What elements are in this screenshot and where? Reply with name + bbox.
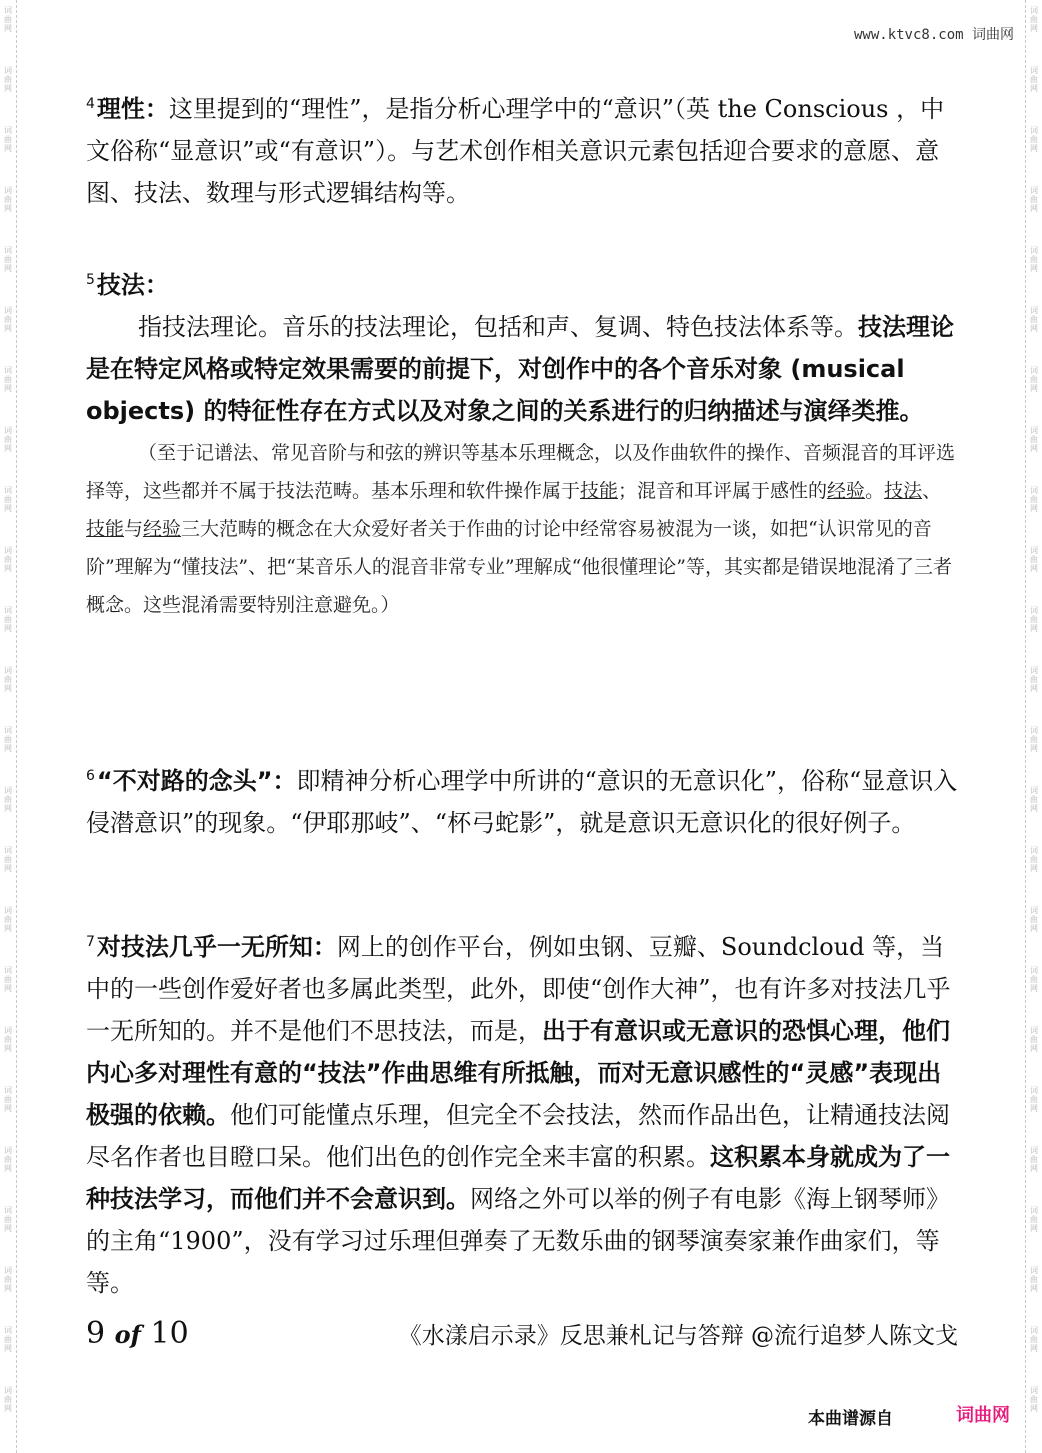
side-watermark-mark: 词 曲 网	[4, 1086, 12, 1113]
side-watermark-mark: 词 曲 网	[4, 1206, 12, 1233]
side-watermark-mark: 词 曲 网	[1030, 126, 1038, 153]
page-total: 10	[150, 1316, 189, 1351]
side-watermark-mark: 词 曲 网	[1030, 486, 1038, 513]
side-watermark-mark: 词 曲 网	[4, 366, 12, 393]
aside-underlined-skill: 技能	[86, 518, 125, 540]
side-watermark-mark: 词 曲 网	[1030, 1146, 1038, 1173]
note-7-text: 网上的创作平台，例如虫钢、豆瓣、Soundcloud 等，当中的一些创作爱好者也多属此类型，此外，即使“创作大神”，也有许多对技法几乎一无所知的。并不是他们不思技法，而是，	[86, 933, 951, 1045]
note-7-heading: 对技法几乎一无所知：	[96, 933, 337, 961]
note-5	[86, 264, 958, 624]
note-6-text: 即精神分析心理学中所讲的“意识的无意识化”，俗称“显意识入侵潜意识”的现象。“伊耶那岐”、“杯弓蛇影”，就是意识无意识化的很好例子。	[86, 767, 958, 837]
side-watermark-mark: 词 曲 网	[1030, 1386, 1038, 1413]
side-watermark-mark: 词 曲 网	[4, 1266, 12, 1293]
page-number	[86, 1316, 189, 1351]
side-watermark-mark: 词 曲 网	[4, 306, 12, 333]
note-6-heading: “不对路的念头”：	[96, 767, 297, 795]
side-watermark-mark: 词 曲 网	[4, 966, 12, 993]
note-6-paragraph	[86, 760, 958, 844]
side-watermark-mark: 词 曲 网	[4, 1326, 12, 1353]
note-5-lead-text: 指技法理论。音乐的技法理论，包括和声、复调、特色技法体系等。	[138, 313, 858, 341]
side-watermark-mark: 词 曲 网	[1030, 1026, 1038, 1053]
side-watermark-mark: 词 曲 网	[4, 1026, 12, 1053]
source-brand-logo[interactable]: 词曲网	[956, 1405, 1010, 1426]
side-watermark-mark: 词 曲 网	[1030, 1266, 1038, 1293]
side-watermark-mark: 词 曲 网	[4, 246, 12, 273]
side-watermark-mark: 词 曲 网	[4, 1146, 12, 1173]
side-watermark-mark: 词 曲 网	[4, 1386, 12, 1413]
note-5-bold-text: 技法理论是在特定风格或特定效果需要的前提下，对创作中的各个音乐对象 (musical objects) 的特征性存在方式以及对象之间的关系进行的归纳描述与演绎类推。	[86, 313, 954, 425]
side-watermark-mark: 词 曲 网	[4, 486, 12, 513]
note-5-definition	[86, 306, 958, 432]
page-footer	[86, 1316, 958, 1356]
note-5-heading-line	[86, 264, 958, 306]
side-watermark-mark: 词 曲 网	[4, 6, 12, 33]
aside-underlined-experience: 经验	[827, 480, 866, 502]
side-watermark-mark: 词 曲 网	[1030, 426, 1038, 453]
aside-text: （至于记谱法、常见音阶与和弦的辨识等基本乐理概念，以及作曲软件的操作、音频混音的耳评选择等，这些都并不属于技法范畴。基本乐理和软件操作属于	[86, 442, 956, 502]
note-4-heading: 理性：	[96, 95, 169, 123]
note-7-text: 他们可能懂点乐理，但完全不会技法，然而作品出色，让精通技法阅尽名作者也目瞪口呆。他们出色的创作完全来丰富的积累。	[86, 1101, 950, 1171]
note-4-paragraph	[86, 88, 958, 214]
note-7-number: 7	[86, 934, 95, 950]
aside-text: 、	[922, 480, 942, 502]
side-watermark-mark: 词 曲 网	[4, 426, 12, 453]
aside-text: 三大范畴的概念在大众爱好者关于作曲的讨论中经常容易被混为一谈，如把“认识常见的音阶”理解为“懂技法”、把“某音乐人的混音非常专业”理解成“他很懂理论”等，其实都是错误地混淆了三者概念。这些混淆需要特别注意避免。）	[86, 518, 952, 616]
note-4-number: 4	[86, 96, 95, 112]
side-watermark-mark: 词 曲 网	[4, 66, 12, 93]
side-watermark-mark: 词 曲 网	[1030, 906, 1038, 933]
note-7	[86, 926, 958, 1304]
side-watermark-mark: 词 曲 网	[1030, 666, 1038, 693]
left-watermark-strip	[0, 0, 17, 1453]
note-6	[86, 760, 958, 844]
note-5-aside	[86, 434, 958, 624]
side-watermark-mark: 词 曲 网	[4, 546, 12, 573]
side-watermark-mark: 词 曲 网	[1030, 846, 1038, 873]
side-watermark-mark: 词 曲 网	[4, 126, 12, 153]
side-watermark-mark: 词 曲 网	[4, 726, 12, 753]
side-watermark-mark: 词 曲 网	[1030, 66, 1038, 93]
aside-text: 与	[124, 518, 144, 540]
side-watermark-mark: 词 曲 网	[1030, 1326, 1038, 1353]
side-watermark-mark: 词 曲 网	[4, 666, 12, 693]
side-watermark-mark: 词 曲 网	[1030, 366, 1038, 393]
note-4	[86, 88, 958, 214]
note-4-text: 这里提到的“理性”，是指分析心理学中的“意识”（英 the Conscious ，中文俗称“显意识”或“有意识”）。与艺术创作相关意识元素包括迎合要求的意愿、意图、技法、数理与形式逻辑结构等。	[86, 95, 945, 207]
note-6-number: 6	[86, 768, 95, 784]
side-watermark-mark: 词 曲 网	[1030, 246, 1038, 273]
page-current: 9	[86, 1316, 106, 1351]
side-watermark-mark: 词 曲 网	[1030, 1206, 1038, 1233]
side-watermark-mark: 词 曲 网	[4, 906, 12, 933]
aside-underlined-skill: 技能	[580, 480, 619, 502]
header-watermark: www.ktvc8.com 词曲网	[853, 27, 1014, 43]
page-of: of	[114, 1320, 141, 1349]
note-5-number: 5	[86, 272, 95, 288]
aside-underlined-technique: 技法	[884, 480, 923, 502]
footer-title: 《水漾启示录》反思兼札记与答辩 @流行追梦人陈文戈	[398, 1323, 958, 1349]
side-watermark-mark: 词 曲 网	[1030, 6, 1038, 33]
note-7-bold-text: 这积累本身就成为了一种技法学习，而他们并不会意识到。	[86, 1143, 950, 1213]
side-watermark-mark: 词 曲 网	[1030, 186, 1038, 213]
side-watermark-mark: 词 曲 网	[1030, 966, 1038, 993]
aside-text: 。	[865, 480, 885, 502]
side-watermark-mark: 词 曲 网	[1030, 726, 1038, 753]
source-credit: 本曲谱源自	[808, 1409, 893, 1429]
side-watermark-mark: 词 曲 网	[4, 846, 12, 873]
side-watermark-mark: 词 曲 网	[4, 606, 12, 633]
note-5-heading: 技法：	[96, 271, 169, 299]
side-watermark-mark: 词 曲 网	[4, 786, 12, 813]
side-watermark-mark: 词 曲 网	[4, 186, 12, 213]
right-watermark-strip	[1025, 0, 1042, 1453]
note-7-text: 网络之外可以举的例子有电影《海上钢琴师》的主角“1900”，没有学习过乐理但弹奏了无数乐曲的钢琴演奏家兼作曲家们，等等。	[86, 1185, 950, 1297]
side-watermark-mark: 词 曲 网	[1030, 306, 1038, 333]
side-watermark-mark: 词 曲 网	[1030, 546, 1038, 573]
aside-underlined-experience: 经验	[143, 518, 182, 540]
note-7-bold-text: 出于有意识或无意识的恐惧心理，他们内心多对理性有意的“技法”作曲思维有所抵触，而对无意识感性的“灵感”表现出极强的依赖。	[86, 1017, 950, 1129]
side-watermark-mark: 词 曲 网	[1030, 1086, 1038, 1113]
note-7-paragraph	[86, 926, 958, 1304]
aside-text: ；混音和耳评属于感性的	[618, 480, 828, 502]
side-watermark-mark: 词 曲 网	[1030, 786, 1038, 813]
side-watermark-mark: 词 曲 网	[1030, 606, 1038, 633]
